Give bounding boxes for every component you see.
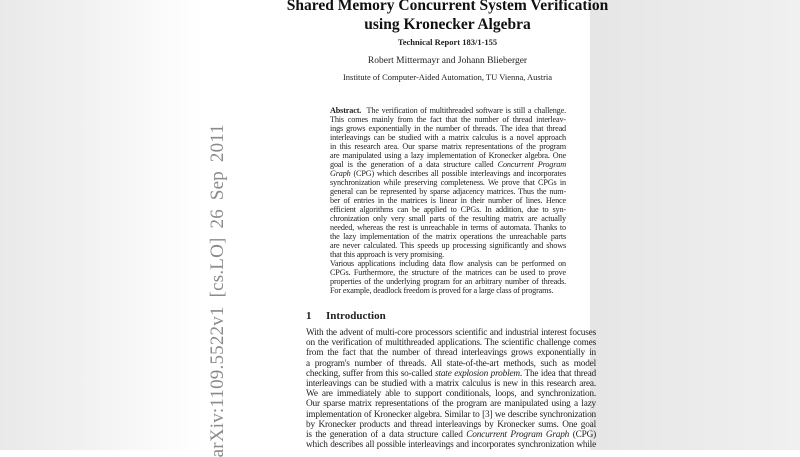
text-line: efficient algorithms can be applied to CPGs. In addition, due to syn- [330, 205, 566, 214]
text-line: from the fact that the number of thread interleavings grows exponentially in [306, 348, 596, 359]
abstract [330, 106, 566, 295]
document-page [205, 0, 609, 451]
text-line: in this research area. Our sparse matrix representations of the program [330, 142, 566, 151]
text-line: are never calculated. This speeds up processing significantly and shows [330, 241, 566, 250]
text-line: This comes mainly from the fact that the number of thread interleav- [330, 115, 566, 124]
text-line: checking, suffer from this so-called state explosion problem. The idea that thread [306, 368, 596, 379]
text-line: on the verification of multithreaded applications. The scientific challenge comes [306, 338, 596, 349]
abstract-label: Abstract. [330, 106, 362, 115]
text-line: synchronization while preserving completeness. We prove that CPGs in [330, 178, 566, 187]
arxiv-stamp: arXiv:1109.5522v1 [cs.LO] 26 Sep 2011 [207, 124, 228, 457]
introduction-text [306, 328, 596, 450]
section-heading [306, 310, 386, 323]
text-line: needed, whereas the rest is unreachable in terms of automata. Thanks to [330, 223, 566, 232]
text-line: chronization only very small parts of the resulting matrix are actually [330, 214, 566, 223]
viewer-background-right [590, 0, 800, 450]
text-line: the lazy implementation of the matrix operations the unreachable parts [330, 232, 566, 241]
title-line: using Kronecker Algebra [364, 16, 531, 33]
text-line: implementation of Kronecker algebra. Similar to [3] we describe synchronization [306, 409, 596, 420]
paper-subtitle: Technical Report 183/1-155 [397, 37, 498, 47]
text-line: by Kronecker products and thread interleavings by Kronecker sums. One goal [306, 419, 596, 430]
text-line: goal is the generation of a data structure called Concurrent Program [330, 160, 566, 169]
text-line: that this approach is very promising. [330, 250, 445, 259]
text-line: We are immediately able to support conditionals, loops, and synchronization. [306, 389, 596, 400]
paper-authors: Robert Mittermayr and Johann Blieberger [367, 56, 528, 66]
text-line: interleavings can be studied with a matrix calculus is a novel approach [330, 133, 566, 142]
text-line: Our sparse matrix representations of the program are manipulated using a lazy [306, 399, 596, 410]
text-line: ings grows exponentially in the number of threads. The idea that thread [330, 124, 566, 133]
text-line: interleavings can be studied with a matrix calculus is new in this research area. [306, 379, 596, 390]
text-line: Various applications including data flow analysis can be performed on [330, 259, 566, 268]
text-line: which describes all possible interleavings and incorporates synchronization while [306, 440, 596, 451]
text-line: Graph (CPG) which describes all possible interleavings and incorporates [330, 169, 566, 178]
section-number: 1 [306, 310, 312, 322]
text-line: is the generation of a data structure called Concurrent Program Graph (CPG) [306, 430, 596, 441]
viewer-background-left [0, 0, 205, 450]
text-line: With the advent of multi-core processors scientific and industrial interest focuses [306, 328, 596, 338]
text-line: For example, deadlock freedom is proved for a large class of programs. [330, 286, 554, 295]
text-line: properties of the underlying program for an arbitrary number of threads. [330, 277, 566, 286]
text-line: general can be represented by sparse adjacency matrices. Thus the num- [330, 187, 566, 196]
paper-affiliation: Institute of Computer-Aided Automation, TU Vienna, Austria [342, 72, 553, 82]
text-line: ber of entries in the matrices is linear in their number of lines. Hence [330, 196, 566, 205]
text-line: Abstract. The verification of multithreaded software is still a challenge. [330, 106, 566, 115]
text-line: CPGs. Furthermore, the structure of the matrices can be used to prove [330, 268, 566, 277]
title-line: Shared Memory Concurrent System Verification [286, 0, 609, 14]
text-line: a program's number of threads. All state-of-the-art methods, such as model [306, 358, 596, 369]
section-title: Introduction [326, 310, 386, 322]
text-line: are manipulated using a lazy implementation of Kronecker algebra. One [330, 151, 566, 160]
paper-title [205, 0, 690, 34]
